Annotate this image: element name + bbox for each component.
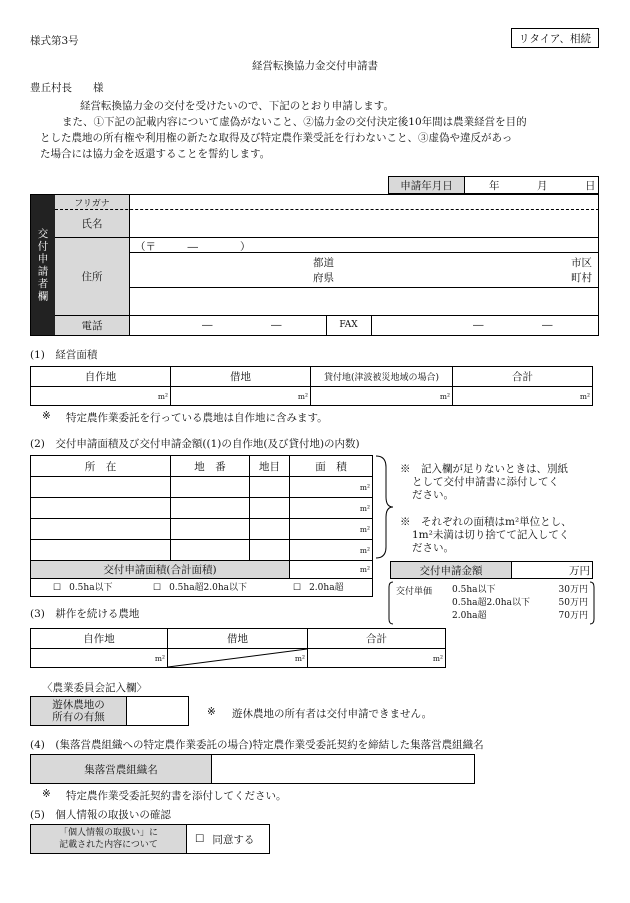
intro-line: また、①下記の記載内容について虚偽がないこと、②協力金の交付決定後10年間は農業経営を目的 [62,116,527,128]
postal-code-field[interactable]: （〒 ― ） [135,241,251,253]
application-date-label: 申請年月日 [389,177,465,193]
section-1-title: (1) 経営面積 [30,349,98,361]
col-leased-land: 借地 [227,633,248,645]
section-4-note: 特定農作業受委託契約書を添付してください。 [66,790,287,802]
prefecture-to: 都道 [313,257,334,269]
col-total: 合計 [366,633,387,645]
leased-land-input[interactable]: m² [297,391,308,401]
area-row-3-input[interactable]: m² [359,524,370,534]
section-2-note-1: ※ 記入欄が足りないときは、別紙 として交付申請書に添付してく ださい。 [400,463,568,501]
intro-line: とした農地の所有権や利用権の新たな取得及び特定農作業受託を行わないこと、③虚偽や違反があっ [40,132,513,144]
month-label: 月 [537,180,548,192]
organization-name-input[interactable] [212,755,474,783]
name-label: 氏名 [81,217,103,230]
fax-input[interactable]: ― ― [473,319,553,331]
idle-farmland-box [30,696,189,726]
total-area-input[interactable]: m² [359,565,370,574]
furigana-label: フリガナ [74,198,110,209]
total-continued-input[interactable]: m² [432,653,443,663]
area-row-2-input[interactable]: m² [359,503,370,513]
applicant-side-label: 交付申請者欄 [31,195,55,335]
privacy-consent-label: 「個人情報の取扱い」に 記載された内容について [31,825,187,853]
page-title: 経営転換協力金交付申請書 [252,60,378,72]
continued-farmland-table [30,628,446,668]
col-total: 合計 [512,371,533,383]
intro-line: 経営転換協力金の交付を受けたいので、下記のとおり申請します。 [80,100,394,112]
col-leased-land: 借地 [230,371,251,383]
col-own-land: 自作地 [83,633,115,645]
idle-farmland-label: 遊休農地の 所有の有無 [31,697,127,725]
address-label: 住所 [81,270,103,283]
organization-name-label: 集落営農組織名 [31,755,212,783]
year-label: 年 [489,180,500,192]
leased-land-continued-unit: m² [294,653,305,663]
name-input[interactable] [130,210,598,237]
organization-name-box [30,754,475,784]
section-2-title: (2) 交付申請面積及び交付申請金額((1)の自作地(及び貸付地)の内数) [30,438,360,450]
section-2-note-2: ※ それぞれの面積はm²単位とし、 1m²未満は切り捨てて記入してく ださい。 [400,516,572,554]
total-area-label: 交付申請面積(合計面積) [31,561,289,578]
management-area-table [30,366,593,406]
town-cho: 町村 [571,272,592,284]
section-1-note: 特定農作業委託を行っている農地は自作地に含みます。 [66,412,328,424]
application-amount-input[interactable]: 万円 [569,564,590,577]
checkbox-0-5ha[interactable]: ☐ 0.5ha以下 [53,583,113,593]
address-detail-input[interactable] [130,288,598,314]
fax-label: FAX [339,320,358,330]
addressee: 豊丘村長 様 [30,82,104,94]
privacy-consent-box [30,824,270,854]
note-mark: ※ [42,788,51,800]
col-lot-number: 地 番 [194,460,226,473]
idle-farmland-input[interactable] [127,697,188,725]
section-5-title: (5) 個人情報の取扱いの確認 [30,809,171,821]
privacy-consent-checkbox[interactable]: ☐ 同意する [195,833,255,846]
furigana-input[interactable] [130,196,598,209]
section-3-title: (3) 耕作を続ける農地 [30,608,140,620]
total-input[interactable]: m² [579,391,590,401]
area-row-1-input[interactable]: m² [359,482,370,492]
city-shi: 市区 [571,257,592,269]
col-area: 面 積 [315,460,347,473]
committee-note: 遊休農地の所有者は交付申請できません。 [232,708,433,720]
col-lent-land: 貸付地(津波被災地域の場合) [323,373,440,383]
price-ranges: 0.5ha以下 0.5ha超2.0ha以下 2.0ha超 [452,585,530,621]
application-area-table [30,455,373,597]
col-land-category: 地目 [259,460,280,473]
col-location: 所 在 [84,460,117,473]
area-row-4-input[interactable]: m² [359,545,370,555]
own-land-continued-input[interactable]: m² [154,653,165,663]
form-number: 様式第3号 [30,35,79,47]
application-date-box [388,176,599,194]
checkbox-0-5-2ha[interactable]: ☐ 0.5ha超2.0ha以下 [153,583,248,593]
section-4-title: (4) (集落営農組織への特定農作業委託の場合)特定農作業受委託契約を締結した集落営農組織名 [30,739,484,751]
note-mark: ※ [207,706,216,718]
brace-icon [374,455,394,559]
lent-land-input[interactable]: m² [439,391,450,401]
intro-line: た場合には協力金を返還することを誓約します。 [40,148,271,160]
price-amounts: 30万円 50万円 70万円 [558,585,588,621]
application-amount-label: 交付申請金額 [391,562,512,578]
checkbox-2ha[interactable]: ☐ 2.0ha超 [293,583,344,593]
phone-label: 電話 [81,319,103,332]
prefecture-fu: 府県 [313,272,334,284]
unit-price-label: 交付単価 [396,587,433,597]
committee-title: 〈農業委員会記入欄〉 [42,682,147,694]
applicant-table [30,194,599,336]
day-label: 日 [585,180,596,192]
col-own-land: 自作地 [84,371,117,383]
form-tag: リタイア、相続 [511,28,599,48]
phone-input[interactable]: ― ― [202,319,282,331]
own-land-input[interactable]: m² [157,391,168,401]
note-mark: ※ [42,410,51,422]
application-amount-box [390,561,593,579]
